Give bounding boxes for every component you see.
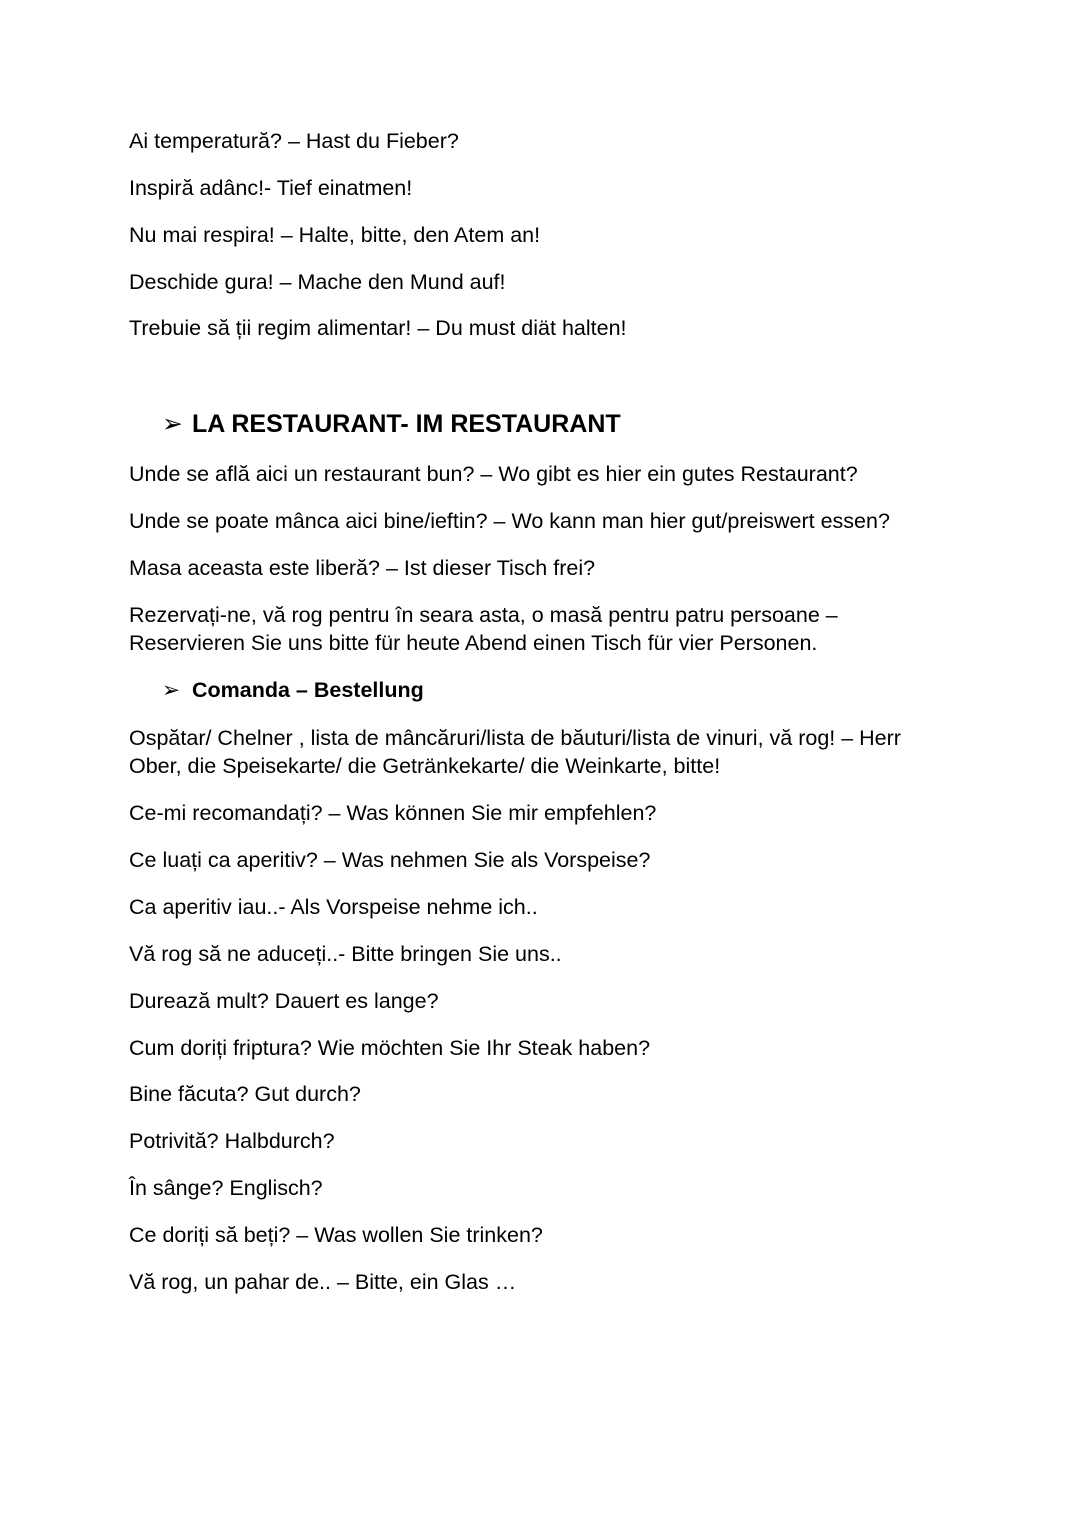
bullet-arrow-icon: ➢: [162, 678, 181, 702]
phrase-line: Vă rog, un pahar de.. – Bitte, ein Glas …: [129, 1270, 517, 1294]
phrase-line: În sânge? Englisch?: [129, 1176, 323, 1200]
menu-request-paragraph: [129, 724, 929, 780]
phrase-line: Durează mult? Dauert es lange?: [129, 989, 439, 1013]
paragraph-line: Rezervați-ne, vă rog pentru în seara asta, o masă pentru patru persoane –: [129, 603, 838, 627]
phrase-line: Ce-mi recomandați? – Was können Sie mir empfehlen?: [129, 801, 657, 825]
phrase-line: Vă rog să ne aduceți..- Bitte bringen Sie uns..: [129, 942, 562, 966]
phrase-line: Bine făcuta? Gut durch?: [129, 1082, 361, 1106]
heading-text: LA RESTAURANT- IM RESTAURANT: [192, 410, 621, 438]
paragraph-line: Reservieren Sie uns bitte für heute Abend einen Tisch für vier Personen.: [129, 631, 818, 655]
phrase-line: Unde se poate mânca aici bine/ieftin? – Wo kann man hier gut/preiswert essen?: [129, 509, 890, 533]
phrase-line: Nu mai respira! – Halte, bitte, den Atem an!: [129, 223, 541, 247]
phrase-line: Potrivită? Halbdurch?: [129, 1129, 335, 1153]
section-heading-restaurant: [162, 408, 621, 440]
phrase-line: Masa aceasta este liberă? – Ist dieser Tisch frei?: [129, 556, 596, 580]
paragraph-line: Ospătar/ Chelner , lista de mâncăruri/lista de băuturi/lista de vinuri, vă rog! – Herr: [129, 726, 901, 750]
phrase-line: Cum doriți friptura? Wie möchten Sie Ihr Steak haben?: [129, 1036, 651, 1060]
heading-text: Comanda – Bestellung: [192, 678, 424, 702]
phrase-line: Ai temperatură? – Hast du Fieber?: [129, 129, 459, 153]
phrase-line: Trebuie să ții regim alimentar! – Du must diät halten!: [129, 316, 627, 340]
phrase-line: Ce doriți să beți? – Was wollen Sie trinken?: [129, 1223, 543, 1247]
reservation-paragraph: [129, 601, 929, 657]
phrase-line: Unde se află aici un restaurant bun? – Wo gibt es hier ein gutes Restaurant?: [129, 462, 858, 486]
bullet-arrow-icon: ➢: [162, 410, 183, 438]
phrase-line: Deschide gura! – Mache den Mund auf!: [129, 270, 506, 294]
section-heading-order: [162, 676, 424, 704]
phrase-line: Ca aperitiv iau..- Als Vorspeise nehme ich..: [129, 895, 538, 919]
paragraph-line: Ober, die Speisekarte/ die Getränkekarte/ die Weinkarte, bitte!: [129, 754, 721, 778]
phrase-line: Inspiră adânc!- Tief einatmen!: [129, 176, 413, 200]
phrase-line: Ce luați ca aperitiv? – Was nehmen Sie als Vorspeise?: [129, 848, 651, 872]
